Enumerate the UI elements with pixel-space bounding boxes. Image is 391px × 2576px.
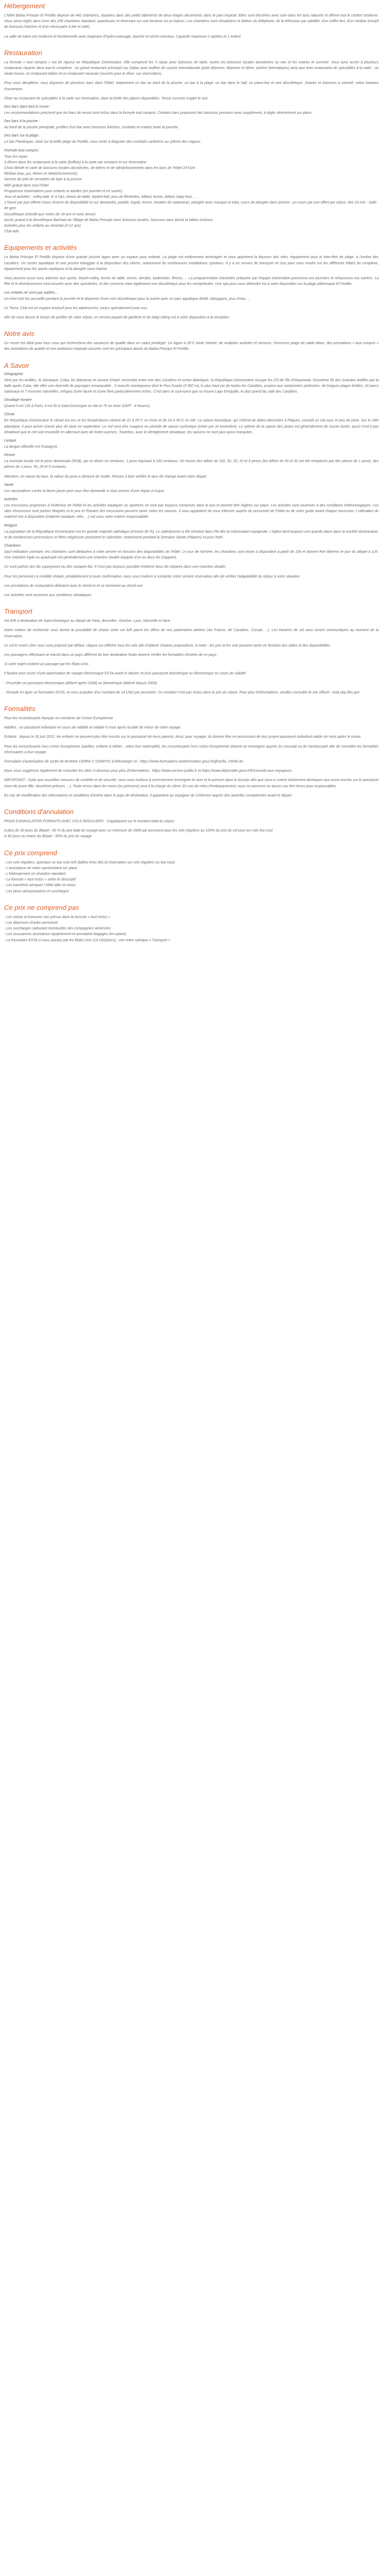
paragraph: IMPORTANT : Suite aux nouvelles mesures de contrôle et de sécurité, nous vous invitons à correctement renseigner le nom et le prénom dans le dossier afin que ceux-ci soient strictement identiques aux noms inscrits sur le passeport (nom de jeune fille, deuxième prénom, ...). Toute erreur dans les noms (ou prénoms) sera à la charge du client. En cas de refus d'embarquement, nous ne pourrons en aucun cas être tenus pour responsables. (4, 778, 379, 788)
paragraph: Vous pourrez aussi vous adonner aux sports, beach-volley, tennis de table, tennis, aérobic, badminton, fitness, ... La programmation d'activités préparée par l'équipe d'animation ponctuera vos journées et rehaussera vos soirées. La fête et le divertissement sont assurés avec des spectacles, et des concerts mais également une discothèque pour les noctambules. Une spa pour vous détendre est à votre disposition sur la plage pittoresque El Portillo. (4, 277, 379, 286)
paragraph: La population de la République Dominicaine est en grande majorité catholique (environ 90 %). Le catholicisme a été introduit dans l'île dès la colonisation espagnole. L'église tient toujours une grande place dans la société dominicaine, et de nombreuses processions et fêtes religieuses ponctuent le calendrier, notamment pendant la Semaine Sainte (Pâques) et pour Noël. (4, 530, 379, 539)
list-item: Jeux et activités : volley-ball, tir à l'arc, tennis de table, basket-ball, jeux de fléchettes, billard, tennis, billard, baby-foot, ... (4, 195, 197, 199)
paragraph: Formulaire d'autorisation de sortie de territoire CERFA n°15646*01 à télécharger ici : https://www.formulaires.modernisation.gouv.fr/gf/cerfa_15646.do (4, 760, 243, 764)
subheading: Géographie (4, 372, 23, 376)
paragraph: Pour vous désaltérer, vous disposez de plusieurs bars dans l'hôtel, notamment un bar au bord de la piscine, un bar à la plage, un bar dans le hall, un piano-bar et une discothèque. Snacks et boissons à volonté, selon horaires d'ouverture. (4, 81, 379, 91)
list-item: - Les surcharges carburant éventuelles des compagnies aériennes (4, 927, 111, 931)
section-title-equipements-et-activites: Equipements et activités (4, 244, 77, 252)
subheading: Langue (4, 438, 17, 443)
paragraph: Le Bahia Principe El Portillo dispose d'une grande piscine lagon avec un espace pour enfants. La plage est entièrement aménagée et vous apportera la douceur des sites, équipement pour le bien-être de plage, à l'ombre des cocotiers. Un centre aquatique et une piscine toboggan à la disposition des clients, notamment de nombreuses installations sportives. Il y a un service de transport en bus pour vous rendre sur les différents hôtels du complexe, équipement pour les sports nautiques et la plongée sous-marine. (4, 256, 379, 271)
section-title-a-savoir: A Savoir (4, 361, 29, 369)
paragraph: Le bar Flamboyan, situé sur la belle plage du Portillo, vous invite à déguster des cocktails caribéens au rythme des vagues. (4, 140, 202, 144)
bullet-list (4, 914, 379, 943)
list-item: Minibar (eau, jus, bières et rafraîchissements) (4, 172, 77, 176)
list-item: Activités pour les enfants au miniclub (4-12 ans) (4, 224, 82, 228)
paragraph: Attention, en raison du taux, la valeur du peso a diminué de moitié. Pensez à bien vérifier le taux de change avant votre départ. (4, 474, 207, 479)
list-item: - Les vols réguliers, spéciaux ou low cost A/R (billets émis dès la réservation sur vols réguliers ou low cost) (4, 860, 175, 865)
subheading: Devise (4, 453, 15, 457)
paragraph: Les excursions proposées à l'extérieur de l'hôtel et les activités nautiques ou sportives ne sont pas toujours comprises dans le prix et doivent être réglées sur place. Les activités sont soumises à des conditions météorologiques. Les sites d'excursion sont parfois éloignés et le prix et l'horaire des excursions peuvent varier selon les saisons. Il vous appartient de vous informer auprès du personnel de l'hôtel ou de votre guide avant chaque excursion. L'utilisation du matériel mis à disposition (matériel nautique, vélo, ...) est sous votre entière responsabilité. (4, 503, 379, 519)
paragraph: FRAIS D'ANNULATION FORFAITS AVEC VOLS REGULIERS : S'appliquent sur le montant total du séjour. (4, 820, 175, 824)
paragraph: Afin de vous laisser le temps de profiter de votre séjour, un service payant de garderie et de baby-sitting est à votre disposition à la réception. (4, 315, 230, 319)
list-item: - L'assistance de notre représentant sur place (4, 866, 77, 870)
paragraph: Pour les ressortissants français ou membres de l'Union Européenne (4, 717, 113, 721)
paragraph: - Remplir en ligne un formulaire ESTA, et vous acquitter d'un montant de 14 USD par personne. Ce montant n'est pas inclus dans le prix du séjour. Pour plus d'informations, veuillez consulter le site officiel : esta.cbp.dhs.gov (4, 690, 360, 694)
list-item: Service de prêt de serviettes de bain à la piscine (4, 178, 82, 182)
bullet-list (4, 828, 379, 839)
paragraph: La monnaie locale est le peso dominicain (RD$), qui se divise en centavos. 1 peso équivaut à 100 centavos. On trouve des billets de 100, 50, 20, 10 et 5 pesos (les billets de 50 et 20 ont été remplacés par des pièces de 1 peso), des pièces de 1 peso, 50, 25 et 5 centavos. (4, 460, 379, 469)
section-title-formalites: Formalités (4, 705, 36, 713)
paragraph: La formule « tout compris » est de rigueur en République Dominicaine. Elle comprend les 3 repas avec boissons de table, toutes les boissons locales alcoolisées ou non et les snacks et sucrerie. Vous avez accès à plusieurs restaurants répartis dans tout le complexe : un grand restaurant principal Las Dalias avec buffets de cuisine internationale (petit déjeuner, déjeuner et dîner, soirées thématiques) ainsi que trois restaurants de spécialités à la carte : un steak-house, un restaurant italien et un restaurant mexicain (ouverts pour le dîner, sur réservation). (4, 60, 379, 76)
list-item: A plus de 30 jours du départ : 50 % du prix total du voyage avec un minimum de 299€ par personne pour les vols réguliers ou 100% du prix du vol pour les vols low cost (4, 829, 273, 833)
list-item: - Les taxes aéroportuaires et surcharges (4, 889, 69, 893)
list-item: WiFi gratuit dans tout l'hôtel (4, 183, 49, 188)
subheading: Formule tout compris : (4, 148, 40, 152)
paragraph: Pour les personnes à mobilité réduite, préalablement à toute confirmation, nous vous invitons à contacter notre service réservation afin de vérifier l'adaptabilité du séjour à votre situation. (4, 574, 301, 579)
paragraph: La langue officielle est l'espagnol. (4, 445, 58, 449)
paragraph: L'hôtel Bahia Principe El Portillo dispose de 442 chambres, réparties dans des petits bâtiments de deux étages disséminés dans le parc tropical. Elles sont décorées avec soin dans les tons naturels et offrent tout le confort moderne. Vous serez logés dans l'une des 256 chambres standard, spacieuses et réservant sur une terrasse ou un balcon. Les chambres sont climatisées et dotées du téléphone, de la télévision par satellite, d'un coffre-fort, d'un minibar (rempli de boissons fraîches et d'un nécessaire à thé et café). (4, 14, 379, 29)
list-item: Accès gratuit à la discothèque Bachata du Village de Bahia Principe avec boissons locales, boissons sans alcool et tables incluses (4, 218, 213, 222)
paragraph: Vol A/R à destination de Saint-Domingue au départ de Paris, Bruxelles, Genève, Lyon, Marseille et Nice. (4, 619, 171, 623)
list-item: - Les transferts aéroport / hôtel aller et retour (4, 884, 76, 888)
paragraph: - Posséder un passeport électronique (délivré après 2006) ou biométrique (délivré depuis 2009). (4, 681, 158, 685)
section-title-ce-prix-ne-comprend-pas: Ce prix ne comprend pas (4, 903, 79, 911)
section-title-notre-avis: Notre avis (4, 330, 35, 338)
paragraph: Notre moteur de recherche vous donne la possibilité de choisir votre vol A/R parmi les offres de nos partenaires aériens (Air France, Air Caraïbes, Corsair, ...). Les horaires de vol vous seront communiqués au moment de la réservation. (4, 629, 379, 638)
list-item: - Les assurances assistance-rapatriement et annulation-bagages (en option) (4, 933, 126, 937)
list-item: Club Ado (4, 230, 19, 234)
list-item: - Le formulaire ESTA si vous passez par les États-Unis (14 USD/pers) ; voir notre rubrique « Transport » (4, 938, 170, 942)
paragraph: Les activités sont soumises aux conditions climatiques. (4, 593, 92, 597)
paragraph: Le Teens Club est un espace exclusif pour les adolescents, conçu spécialement pour eux. (4, 306, 148, 310)
paragraph: Il faudra vous munir d'une autorisation de voyage électronique ESTA avant le départ, et d'un passeport biométrique ou électronique en cours de validité. (4, 672, 247, 676)
list-item: A 30 jours ou moins du départ : 95% du prix du voyage (4, 835, 92, 839)
list-item: - Les dépenses d'ordre personnel (4, 921, 58, 925)
paragraph: Adultes : un passeport individuel en cours de validité et valable 6 mois après la date de retour de votre voyage. (4, 726, 182, 730)
list-item: - La formule « tout inclus » selon le descriptif (4, 878, 76, 882)
section-title-conditions-d-annulation: Conditions d'annulation (4, 808, 74, 816)
paragraph: Enfants : depuis le 26 juin 2012, les enfants ne peuvent plus être inscrits sur le passeport de leurs parents. Ainsi, pour voyager, ils doivent être en possession de leur propre passeport individuel valide six mois après le retour. (4, 735, 362, 739)
paragraph: En République Dominicaine le climat est sec et les températures varient de 22 à 25°C en hiver et de 24 à 30°C en été. La saison touristique, qui s'étend de début décembre à Pâques, connaît un ciel azur et peu de pluie. Sur le côté atlantique, il peut arriver d'avoir plus de pluie en septembre. Le ciel sera très nuageux en période de saison cyclonique (entre juin et novembre). Le rythme de la saison des pluies est généralement de courte durée, aussi n'est-il pas inhabituel que le ciel soit ensoleillé en alternant avec de fortes averses. Toutefois, avec le dérèglement climatique, les saisons ne sont plus aussi marquées. (4, 419, 379, 434)
subheading: Activités (4, 497, 18, 501)
section-title-transport: Transport (4, 607, 32, 616)
paragraph: Le vol le moins cher vous sera proposé par défaut, cliquez sur Afficher tous les vols afin d'obtenir d'autres propositions. A noter : les prix et les vols peuvent varier en fonction des dates et des disponibilités. (4, 643, 331, 648)
section-title-restauration: Restauration (4, 48, 42, 57)
paragraph: Ce resort est idéal pour tous ceux qui recherchent des vacances de qualité dans un cadre privilégié. Un lagon à 28°C toute l'année, de multiples activités et services, l'immense plage de sable blanc, des prestations « tout compris » des animations de qualité et une ambiance tropicale assurée sont les principaux atouts du Bahia Principe El Portillo. (4, 342, 379, 351)
subheading: Chambres (4, 544, 21, 548)
paragraph: Nous vous suggérons également de consulter les sites ci-dessous pour plus d'informations : https://www.service-public.fr et https://www.diplomatie.gouv.fr/fr/conseils-aux-voyageurs (4, 769, 292, 773)
subheading: Des bars à la piscine : (4, 120, 40, 124)
paragraph: Ce sont parfois des lits superposés ou des canapés-lits. Il n'est pas toujours possible d'obtenir deux lits séparés dans une chambre double. (4, 565, 226, 569)
list-item: Discothèque (interdit aux moins de 18 ans et avec tenue) (4, 212, 96, 216)
paragraph: Les vaccinations contre la fièvre jaune peut vous être demandé si vous arrivez d'une région à risque. (4, 489, 165, 493)
paragraph: Si votre trajet contient un passage par les États-Unis : (4, 663, 90, 667)
paragraph: Un mini-club les accueille pendant la journée et le dispense d'une mini discothèque pour la soirée avec un parc aquatique dédié, toboggans, jeux d'eau, ... (4, 297, 251, 301)
paragraph: Dîner au restaurant de spécialités à la carte sur réservation, dans la limite des places disponibles. Tenue correcte exigée le soir. (4, 96, 208, 100)
paragraph: En cas de modification des informations et conditions d'entrée dans le pays de destination, il appartient au voyageur de s'informer auprès des autorités compétentes avant le départ. (4, 793, 293, 798)
subheading: Les enfants ne sont pas oubliés... (4, 291, 58, 295)
subheading: Des bars dans tout le resort : (4, 105, 51, 109)
paragraph: La salle de bains est moderne et fonctionnelle avec baignoire d'hydro-massage, douche et sèche-cheveux. Capacité maximum 2 adultes et 1 enfant. (4, 35, 242, 39)
subheading: Santé (4, 483, 14, 487)
subheading: Climat (4, 413, 14, 417)
list-item: - Les extras et boissons non prévus dans la formule « tout inclus » (4, 915, 110, 919)
list-item: Programme d'animations pour enfants et adultes (en journée et en soirée) (4, 189, 122, 193)
paragraph: Sauf indication contraire, les chambres sont attribuées à votre arrivée en fonction des disponibilités de l'hôtel. Le jour de l'arrivée, les chambres sont mises à disposition à partir de 15h et doivent être libérées le jour du départ à 12h. Une chambre triple ou quadruple est généralement une chambre double équipée d'un ou deux lits d'appoint. (4, 550, 379, 560)
subheading: Religion (4, 523, 18, 528)
paragraph: Les passagers effectuant un transit dans un pays différent de leur destination finale doivent vérifier les formalités d'entrée de ce pays. (4, 653, 218, 657)
list-item: 3 dîners dans les restaurants à la carte (buffets) à la carte par semaine et sur réservation (4, 160, 146, 164)
paragraph: Quand il est 12h à Paris, il est 6h à Saint-Domingue en été et 7h en hiver (GMT - 4 heures). (4, 404, 151, 409)
page-content (0, 0, 383, 959)
paragraph: Les recommandations précisent que les bars du resort sont inclus dans la formule tout compris. Certains bars proposent des boissons premium avec supplément, à régler directement sur place. (4, 111, 313, 115)
paragraph: Les prestations de restauration débutent avec le check-in et se terminent au check-out. (4, 584, 143, 588)
subheading: Décalage horaire (4, 398, 32, 402)
paragraph: Pour les ressortissants hors Union Européenne (adultes, enfants & bébés : selon leur nationalité), les ressortissants hors Union Européenne doivent se renseigner auprès du consulat ou de l'ambassade afin de connaître les formalités nécessaires à leur voyage. (4, 744, 379, 754)
bullet-list (4, 154, 379, 235)
list-item: 1 heure par jour offerte (sous réserve de disponibilité et sur demande), paddle, kayak, tennis, location de catamaran, plongée avec masque et tuba, cours de plongée dans piscine ; un cours par jour offert par séjour, des 10 min - Salle de gym (4, 201, 377, 211)
subheading: Des bars sur la plage : (4, 134, 41, 138)
bullet-list (4, 860, 379, 894)
section-title-ce-prix-comprend: Ce prix comprend (4, 849, 57, 857)
list-item: Choix illimité et varié de boissons locales alcoolisées, de bières et de rafraîchissements dans les bars de l'hôtel 24 h/24 (4, 166, 195, 171)
section-title-hebergement: Hébergement (4, 2, 45, 10)
list-item: - L'hébergement en chambre standard (4, 872, 66, 876)
paragraph: Au bord de la piscine principale, profitez d'un bar avec boissons fraîches, cocktails et snacks toute la journée. (4, 126, 179, 130)
list-item: Tous les repas (4, 155, 28, 159)
paragraph: Serti par les Antilles, la Jamaïque, Cuba, les Bahamas et voisine d'Haïti, encerclée entre mer des Caraïbes et océan Atlantique, la République Dominicaine occupe les 2/3 de l'île d'Hispaniola. Deuxième île des Grandes Antilles par la taille après Cuba, elle offre une diversité de paysages remarquable : 5 massifs montagneux dont le Pico Duarte (3 087 m), le plus haut pic de toutes les Caraïbes, propice aux randonnées pédestres, de longues plages fertiles, 16 parcs nationaux et 7 réserves naturelles, refuges d'une faune et d'une flore particulièrement riches. C'est dans le sud-ouest que se trouve Lago Enriquillo, le plus grand lac salé des Caraïbes. (4, 378, 379, 394)
